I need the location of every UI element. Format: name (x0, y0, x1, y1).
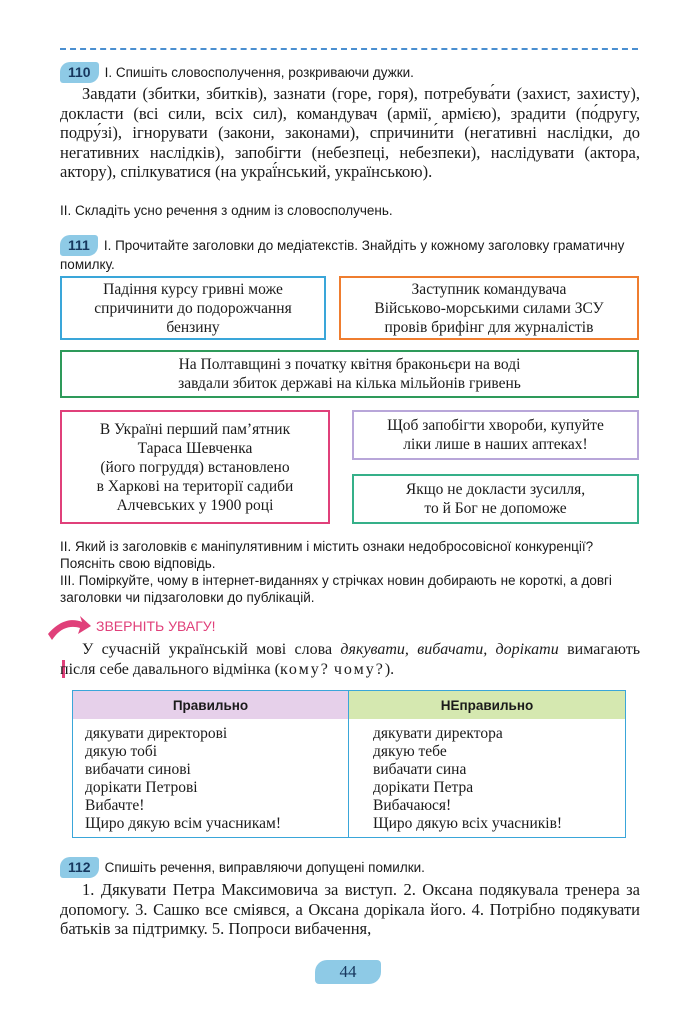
correct-column (73, 691, 349, 837)
table-row: дякую тобі (85, 743, 158, 760)
ex111-task-text: I. Прочитайте заголовки до медіатекстів. Знайдіть у кожному заголовку граматичну помилку. (60, 238, 625, 272)
table-row: дякувати директорові (85, 725, 228, 742)
ex110-task (60, 62, 640, 83)
headline-5-line: ліки лише в наших аптеках! (403, 436, 588, 453)
table-row: Щиро дякую всіх учасників! (373, 815, 563, 832)
ex111-task3: III. Поміркуйте, чому в інтернет-виданнях у стрічках новин добирають не короткі, а довгі заголовки чи підзаголовки до публікацій. (60, 573, 612, 605)
attention-text-part: вимагають після себе давального відмінка ( (60, 641, 641, 678)
headline-2-line: Заступник командувача (411, 280, 567, 298)
attention-text (60, 640, 640, 679)
question-kому: кому? (279, 660, 330, 678)
ex110-number: 110 (60, 62, 99, 83)
page-number: 44 (315, 960, 381, 984)
table-row: Вибачте! (85, 797, 145, 814)
question-chomu: чому? (333, 660, 385, 678)
incorrect-header: НЕправильно (349, 691, 625, 719)
headline-6 (352, 474, 639, 524)
headline-2-line: Військово-морськими силами ЗСУ (374, 299, 604, 317)
top-divider (60, 48, 638, 50)
headline-1-line: бензину (166, 318, 220, 336)
headline-4 (60, 410, 330, 524)
ex111-task2: II. Який із заголовків є маніпулятивним і містить ознаки недобросовісної конкуренції? Поясніть свою відповідь. (60, 539, 594, 571)
headline-3-line: завдали збиток державі на кілька мільйонів гривень (178, 375, 521, 392)
table-row: Вибачаюся! (373, 797, 452, 814)
ex112-text: 1. Дякувати Петра Максимовича за виступ. 2. Оксана подякувала тренера за допомогу. 3. Сашко все сміявся, а Оксана дорікала його. 4. Потрібно подякувати батьків за підтримку. 5. Попроси вибачення, (60, 880, 640, 938)
ex111-task (60, 235, 640, 273)
headline-2-line: провів брифінг для журналістів (384, 318, 594, 336)
attention-title: ЗВЕРНІТЬ УВАГУ! (96, 618, 216, 634)
table-row: дорікати Петра (373, 779, 474, 796)
headline-5-line: Щоб запобігти хвороби, купуйте (387, 417, 604, 434)
headline-1 (60, 276, 326, 340)
table-row: вибачати синові (85, 761, 191, 778)
ex112-task (60, 857, 640, 878)
ex111-number: 111 (60, 235, 98, 256)
attention-text-part: У сучасній українській мові слова (82, 641, 341, 658)
table-row: дякую тебе (373, 743, 447, 760)
ex110-text: Завдати (збитки, збитків), зазнати (горе, горя), потребува́ти (захист, захисту), докласти (всі сили, всіх сил), командувач (армії, армією), зрадити (по́другу, подру́зі), ігнорувати (закони, законами), спричини́ти (негативні наслідки, до негативних наслідків), запобігти (небезпеці, небезпеки), наслідувати (актора, актору), спілкуватися (на украї́нський, українською). (60, 84, 640, 181)
headline-6-line: Якщо не докласти зусилля, (405, 481, 586, 498)
table-row: дякувати директора (373, 725, 503, 742)
headline-3 (60, 350, 639, 398)
headline-4-line: Алчевських у 1900 році (116, 496, 274, 514)
correct-header: Правильно (73, 691, 348, 719)
headline-1-line: Падіння курсу гривні може (103, 280, 283, 298)
ex112-number: 112 (60, 857, 99, 878)
headline-4-line: В Україні перший пам’ятник (99, 420, 291, 438)
table-row: дорікати Петрові (85, 779, 198, 796)
attention-words: дякувати, вибачати, дорікати (340, 641, 559, 658)
attention-text-part: ). (384, 660, 395, 678)
headline-2 (339, 276, 639, 340)
headline-4-line: Тараса Шевченка (137, 439, 253, 457)
headline-1-line: спричинити до подорожчання (94, 299, 292, 317)
headline-3-line: На Полтавщині з початку квітня браконьєри на воді (178, 356, 521, 373)
table-row: Щиро дякую всім учасникам! (85, 815, 281, 832)
table-row: вибачати сина (373, 761, 467, 778)
headline-6-line: то й Бог не допоможе (424, 500, 567, 517)
headline-4-line: в Харкові на території садиби (96, 477, 294, 495)
usage-table (72, 690, 626, 838)
headline-5 (352, 410, 639, 460)
ex110-task2: II. Складіть усно речення з одним із словосполучень. (60, 203, 393, 218)
ex112-task-text: Спишіть речення, виправляючи допущені помилки. (104, 860, 425, 875)
headline-4-line: (його погруддя) встановлено (100, 458, 290, 476)
incorrect-column (349, 691, 625, 837)
ex110-task-text: I. Спишіть словосполучення, розкриваючи дужки. (104, 65, 414, 80)
